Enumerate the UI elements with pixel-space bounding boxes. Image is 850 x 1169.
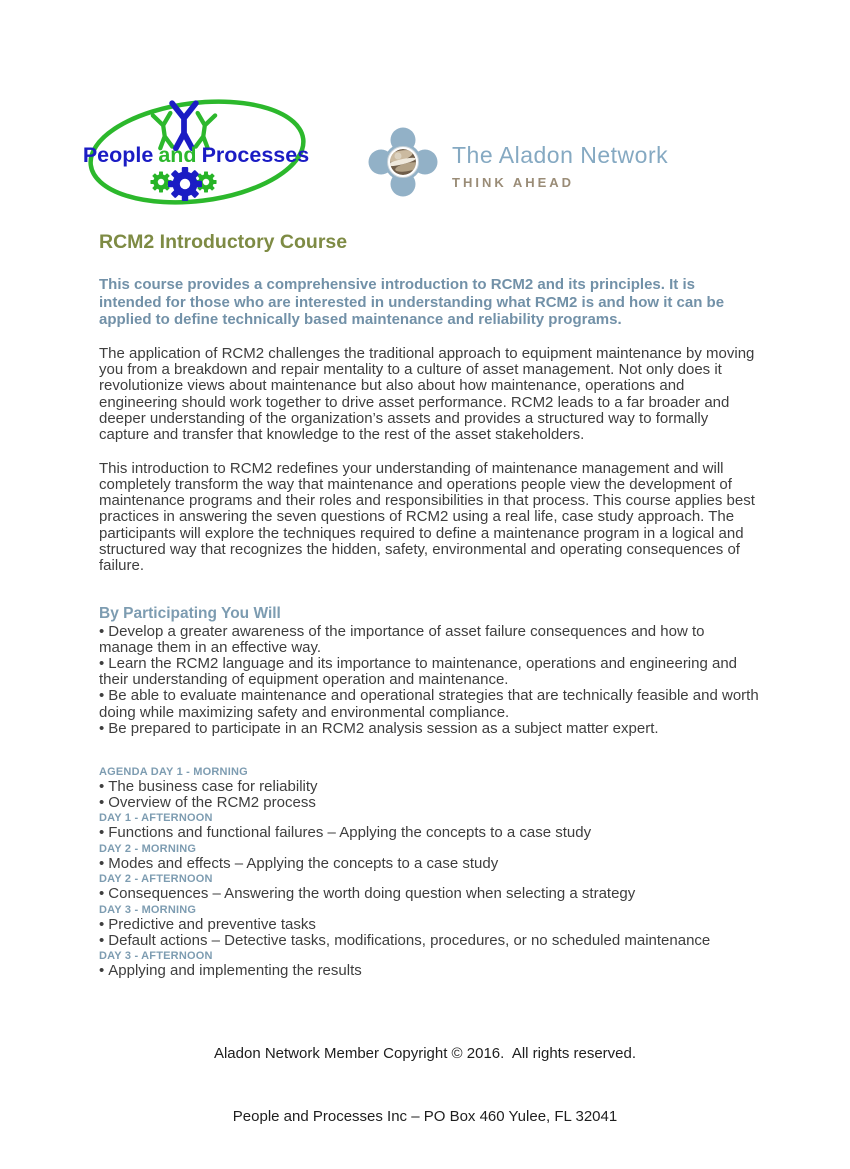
aladon-globe-icon (366, 126, 440, 200)
list-item (99, 721, 761, 737)
list-item-text: Overview of the RCM2 process (108, 793, 316, 811)
bullet-marker: • (99, 622, 105, 640)
list-item-text: Be able to evaluate maintenance and operational strategies that are technically feasible and worth doing while maximizing safety and environmental compliance. (99, 687, 759, 721)
agenda-section (99, 765, 761, 979)
document-body (99, 230, 761, 979)
page-title: RCM2 Introductory Course (99, 231, 348, 253)
list-item-text: Modes and effects – Applying the concepts to a case study (108, 854, 499, 872)
aladon-network-name: The Aladon Network (452, 142, 669, 168)
aladon-text-block (452, 142, 668, 190)
list-item-text: Consequences – Answering the worth doing question when selecting a strategy (108, 885, 636, 903)
person-figure-middle (172, 102, 196, 148)
bullet-marker: • (99, 793, 105, 811)
bullet-marker: • (99, 916, 105, 934)
gear-icon (168, 167, 202, 201)
list-item (99, 825, 761, 841)
body-paragraph: The application of RCM2 challenges the traditional approach to equipment maintenance by moving you from a breakdown and repair mentality to a culture of asset management. Not only does it revolutionize views about maintenance but also about how maintenance, operations and engineering should work together to drive asset performance. RCM2 leads to a far broader and deeper understanding of the organization’s assets and provides a structured way to formally capture and transfer that knowledge to the rest of the asset stakeholders. (99, 344, 755, 444)
list-item-text: The business case for reliability (108, 778, 318, 796)
bullet-marker: • (99, 687, 105, 705)
agenda-heading-day3-morning: DAY 3 - MORNING (99, 904, 197, 917)
agenda-heading-day2-morning: DAY 2 - MORNING (99, 842, 197, 855)
list-item-text: Functions and functional failures – Applying the concepts to a case study (108, 824, 592, 842)
participating-heading: By Participating You Will (99, 604, 281, 622)
agenda-heading-day1-afternoon: DAY 1 - AFTERNOON (99, 812, 213, 825)
bullet-marker: • (99, 885, 105, 903)
aladon-tagline: THINK AHEAD (452, 175, 575, 190)
aladon-network-logo (366, 126, 669, 202)
agenda-heading-day1-morning: AGENDA DAY 1 - MORNING (99, 766, 248, 779)
list-item-text: Learn the RCM2 language and its importance to maintenance, operations and engineering and their understanding of equipment operation and maintenance. (99, 655, 738, 689)
footer-copyright-line: Aladon Network Member Copyright © 2016. All rights reserved. (213, 1045, 637, 1062)
list-item-text: Default actions – Detective tasks, modifications, procedures, or no scheduled maintenance (108, 931, 711, 949)
logo-wordmark: People and Processes (82, 143, 310, 167)
participating-bullet-list (99, 624, 761, 737)
agenda-heading-day2-afternoon: DAY 2 - AFTERNOON (99, 873, 213, 886)
agenda-heading-day3-afternoon: DAY 3 - AFTERNOON (99, 950, 213, 963)
list-item-text: Develop a greater awareness of the importance of asset failure consequences and how to manage them in an effective way. (99, 622, 705, 656)
bullet-marker: • (99, 778, 105, 796)
list-item-text: Be prepared to participate in an RCM2 analysis session as a subject matter expert. (108, 719, 659, 737)
list-item (99, 779, 761, 795)
list-item (99, 624, 761, 656)
list-item (99, 963, 761, 979)
course-intro-paragraph: This course provides a comprehensive introduction to RCM2 and its principles. It is intended for those who are interested in understanding what RCM2 is and how it can be applied to define technically based maintenance and reliability programs. (99, 276, 725, 329)
bullet-marker: • (99, 931, 105, 949)
people-and-processes-logo (83, 95, 317, 217)
bullet-marker: • (99, 854, 105, 872)
body-paragraph: This introduction to RCM2 redefines your understanding of maintenance management and will completely transform the way that maintenance and operations people view the development of maintenance programs and their roles and responsibilities in that process. This course applies best practices in answering the seven questions of RCM2 using a real life, case study approach. The participants will explore the techniques required to define a maintenance program in a logical and structured way that recognizes the hidden, safety, environmental and operating consequences of failure. (99, 459, 755, 575)
list-item (99, 795, 761, 811)
list-item (99, 917, 761, 933)
bullet-marker: • (99, 655, 105, 673)
list-item (99, 656, 761, 688)
list-item (99, 933, 761, 949)
footer-address-line: People and Processes Inc – PO Box 460 Yulee, FL 32041 (232, 1108, 618, 1125)
bullet-marker: • (99, 962, 105, 980)
list-item (99, 856, 761, 872)
list-item-text: Applying and implementing the results (108, 962, 362, 980)
bullet-marker: • (99, 719, 105, 737)
list-item (99, 886, 761, 902)
list-item (99, 688, 761, 720)
people-and-processes-logo-graphic (83, 95, 317, 217)
page-footer (0, 1001, 850, 1169)
list-item-text: Predictive and preventive tasks (108, 916, 316, 934)
bullet-marker: • (99, 824, 105, 842)
